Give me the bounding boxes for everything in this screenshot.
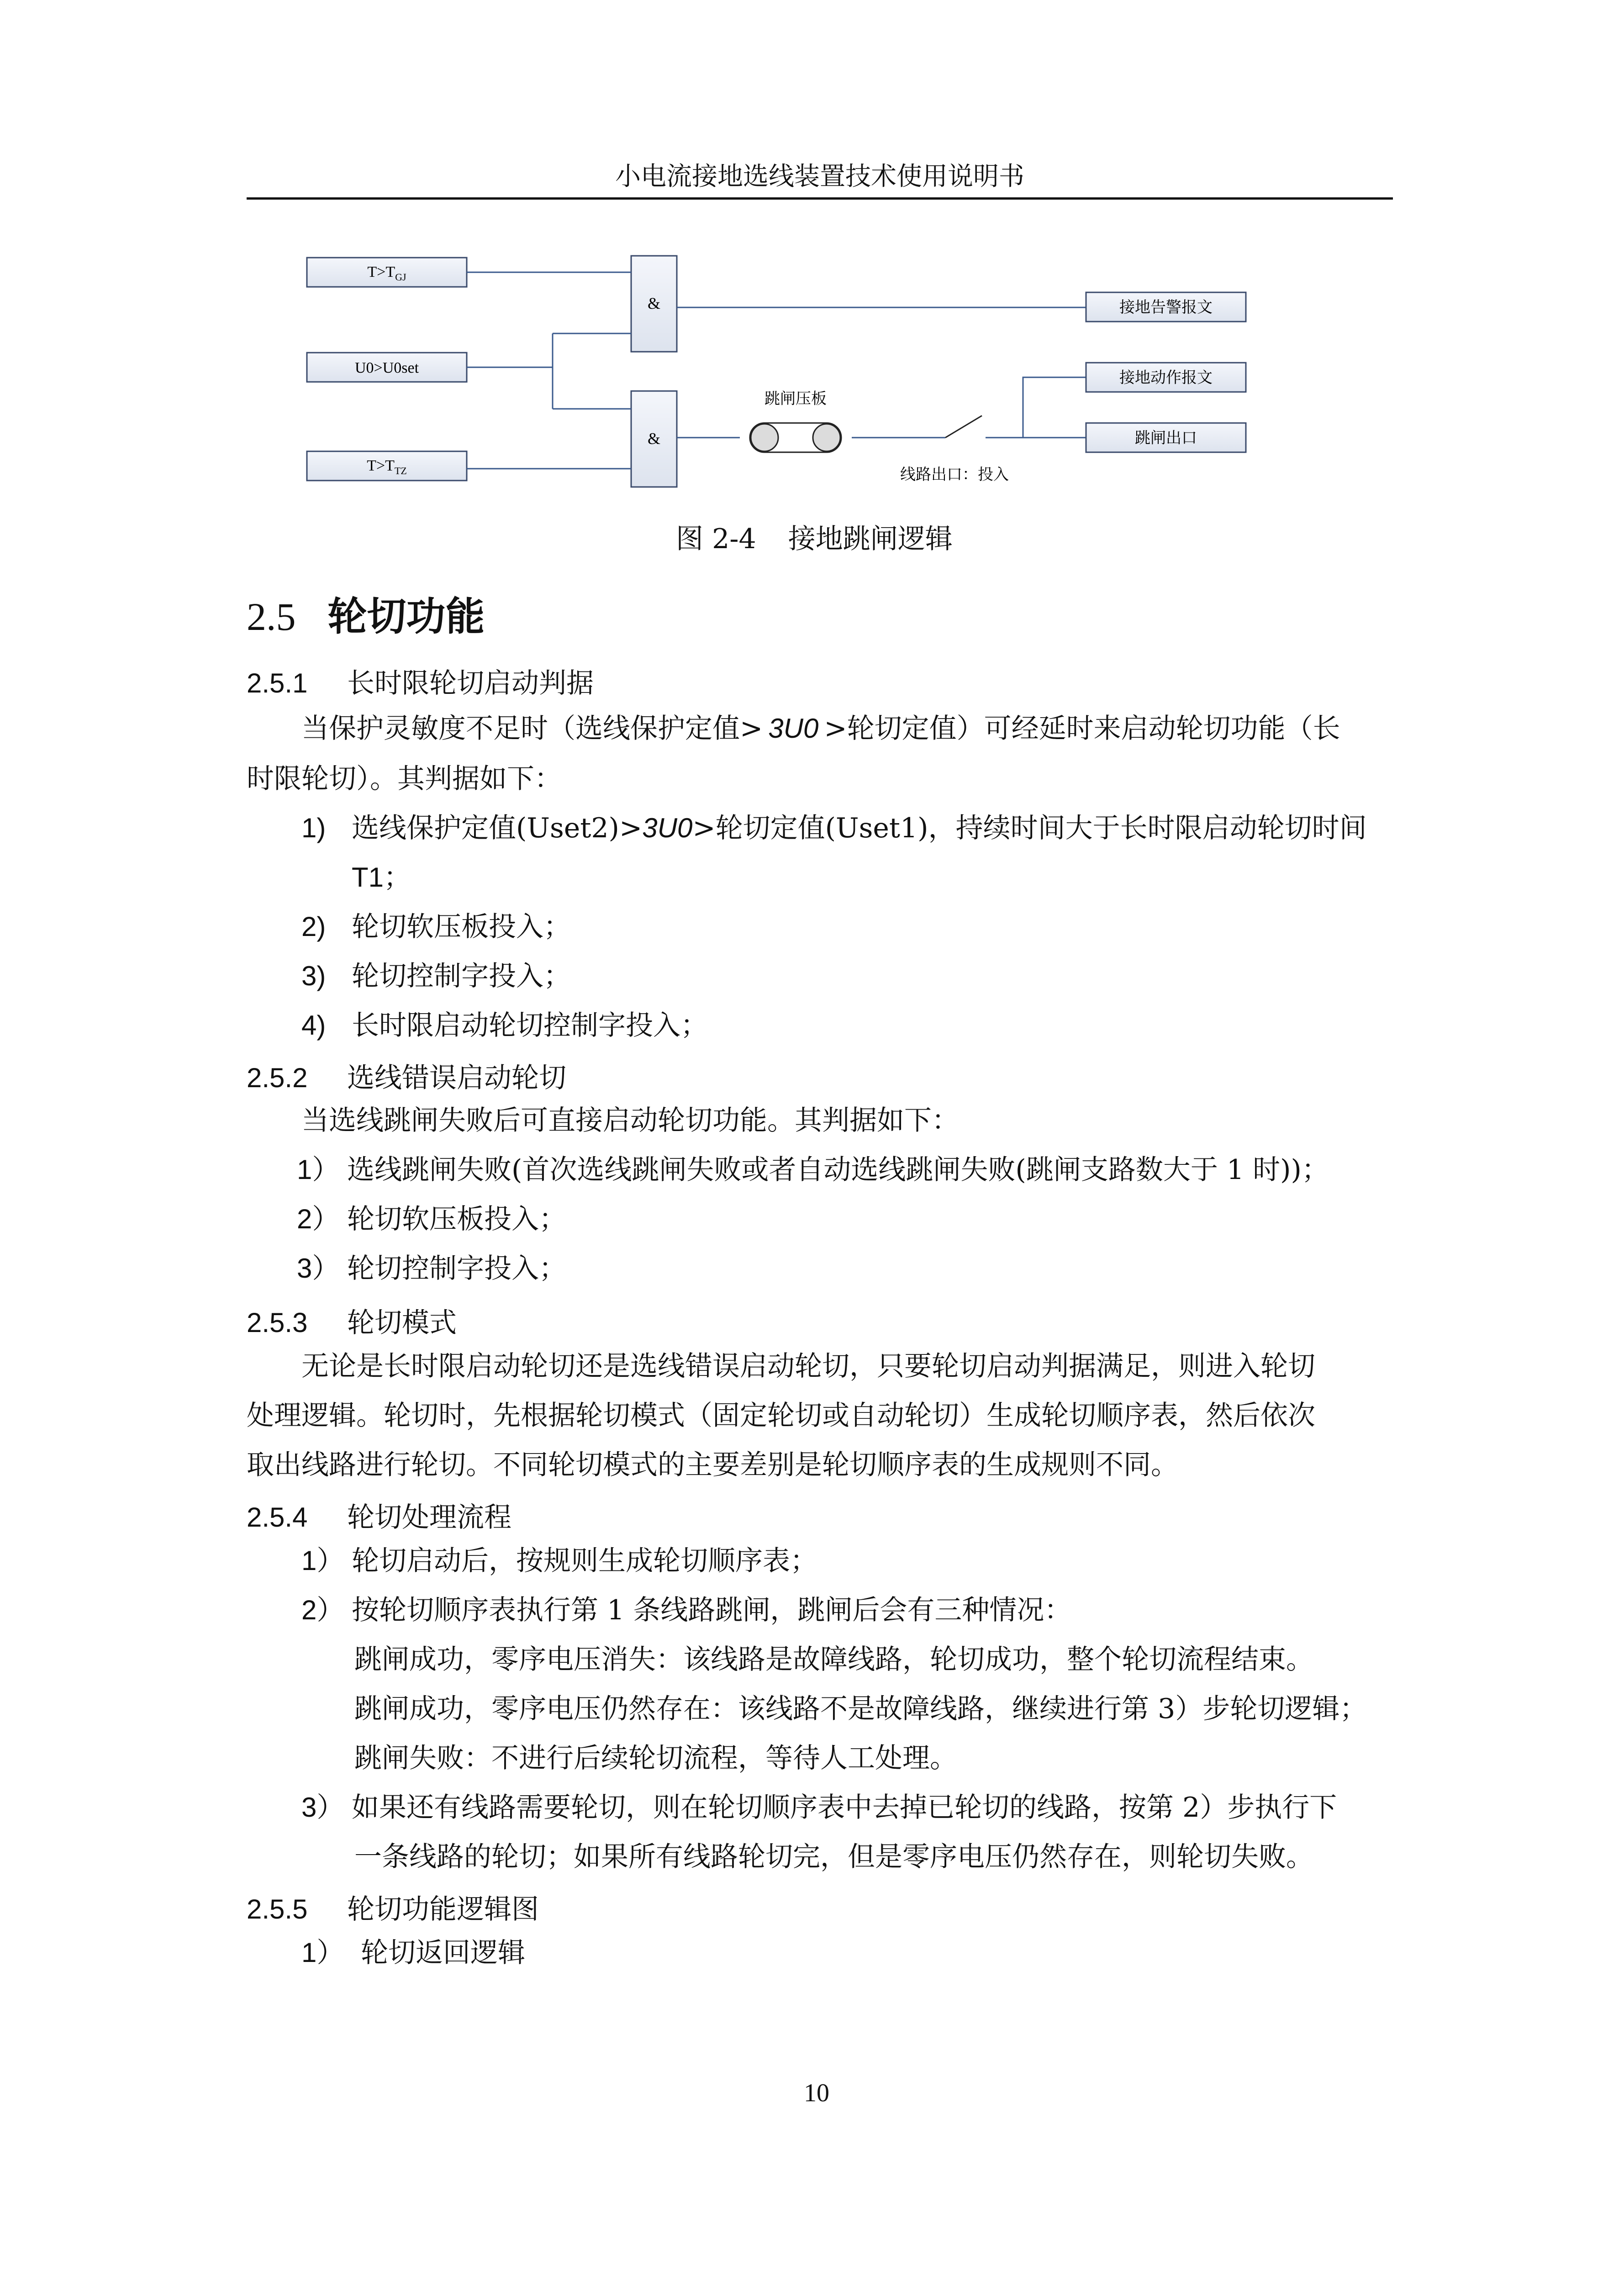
figure-number: 图 2-4 [676,523,756,555]
header-rule [247,197,1393,200]
list-item-251-1-cont: T1； [352,862,411,893]
list-item-251-1: 1) 选线保护定值(Uset2)>3U0>轮切定值(Uset1)，持续时间大于长时限启动轮切时间 [301,812,1367,844]
running-header: 小电流接地选线装置技术使用说明书 [615,162,1024,191]
grounding-trip-logic-diagram [301,247,1270,502]
section-title: 轮切功能 [327,594,485,640]
paragraph-251-line2: 时限轮切）。其判据如下： [247,763,562,795]
subsection-title: 轮切模式 [347,1307,457,1339]
list-item-255-1: 1） 轮切返回逻辑 [301,1937,525,1969]
subsection-heading-253 [247,1301,457,1340]
list-item-254-3: 3） 如果还有线路需要轮切，则在轮切顺序表中去掉已轮切的线路，按第 2）步执行下 [301,1792,1337,1824]
subsection-title: 轮切处理流程 [347,1502,511,1533]
output-label-trip: 跳闸出口 [1135,429,1197,447]
list-item-254-2: 2） 按轮切顺序表执行第 1 条线路跳闸，跳闸后会有三种情况： [301,1594,1072,1626]
list-item-254-3-cont: 一条线路的轮切；如果所有线路轮切完，但是零序电压仍然存在，则轮切失败。 [354,1841,1313,1873]
trip-strap-label: 跳闸压板 [765,390,827,408]
input-label-u0: U0>U0set [354,360,419,376]
subsection-heading-252 [247,1056,566,1095]
figure-title: 接地跳闸逻辑 [788,523,953,555]
and-gate-1-label: & [647,294,661,312]
subsection-number: 2.5.2 [247,1063,308,1093]
line-exit-switch [945,416,982,438]
section-number: 2.5 [247,595,296,639]
section-heading [247,585,485,641]
subsection-number: 2.5.1 [247,668,308,698]
output-label-alarm: 接地告警报文 [1119,298,1213,317]
subsection-heading-255 [247,1887,539,1927]
and-gate-2-label: & [647,429,661,448]
switch-label: 线路出口：投入 [900,465,1009,484]
paragraph-253-line1: 无论是长时限启动轮切还是选线错误启动轮切，只要轮切启动判据满足，则进入轮切 [301,1350,1315,1382]
paragraph-252: 当选线跳闸失败后可直接启动轮切功能。其判据如下： [301,1105,959,1137]
page-number: 10 [804,2079,829,2107]
input-label-t-gj: $T>T_{GJ}$ [367,264,406,283]
list-item-251-2: 2) 轮切软压板投入； [301,911,571,943]
subsection-number: 2.5.4 [247,1502,308,1533]
subsection-heading-251 [247,661,594,701]
list-item-252-3: 3） 轮切控制字投入； [297,1253,566,1285]
case-line-1: 跳闸成功，零序电压消失：该线路是故障线路，轮切成功，整个轮切流程结束。 [354,1644,1313,1676]
list-item-251-3: 3) 轮切控制字投入； [301,960,571,992]
list-item-252-1: 1） 选线跳闸失败(首次选线跳闸失败或者自动选线跳闸失败(跳闸支路数大于 1 时))； [297,1154,1329,1186]
figure-caption [676,517,953,556]
subsection-number: 2.5.5 [247,1894,308,1924]
trip-strap [750,423,841,452]
list-item-252-2: 2） 轮切软压板投入； [297,1203,566,1235]
subsection-title: 选线错误启动轮切 [347,1062,566,1094]
paragraph-253-line2: 处理逻辑。轮切时，先根据轮切模式（固定轮切或自动轮切）生成轮切顺序表，然后依次 [247,1400,1315,1432]
paragraph-251-line1: 当保护灵敏度不足时（选线保护定值> 3U0 >轮切定值）可经延时来启动轮切功能（长 [301,713,1340,745]
subsection-heading-254 [247,1496,511,1535]
subsection-number: 2.5.3 [247,1307,308,1338]
input-label-t-tz: $T>T_{TZ}$ [367,457,407,476]
case-line-3: 跳闸失败：不进行后续轮切流程，等待人工处理。 [354,1742,957,1774]
subsection-title: 轮切功能逻辑图 [347,1893,539,1925]
output-label-action: 接地动作报文 [1119,369,1213,387]
list-item-251-4: 4) 长时限启动轮切控制字投入； [301,1010,708,1042]
case-line-2: 跳闸成功，零序电压仍然存在：该线路不是故障线路，继续进行第 3）步轮切逻辑； [354,1693,1367,1725]
paragraph-253-line3: 取出线路进行轮切。不同轮切模式的主要差别是轮切顺序表的生成规则不同。 [247,1449,1178,1481]
subsection-title: 长时限轮切启动判据 [347,667,594,699]
list-item-254-1: 1） 轮切启动后，按规则生成轮切顺序表； [301,1545,817,1577]
